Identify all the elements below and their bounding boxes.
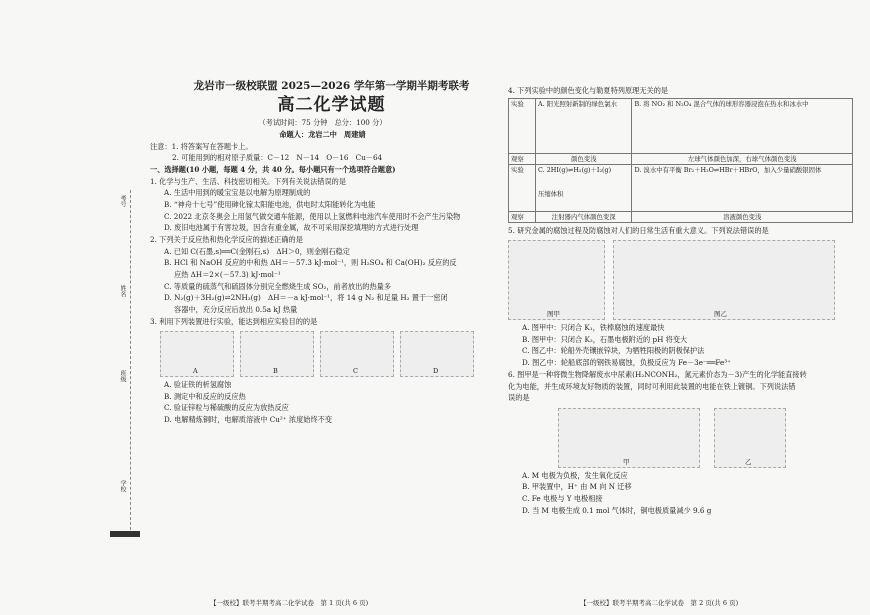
question-6-stem-2: 化为电能，并生成环境友好物质的装置，同时可利用此装置的电能在铁上镀铜。下列说法错	[508, 381, 796, 391]
q5-figures	[508, 237, 853, 323]
q3-option-d: D. 电解精炼铜时，电解质溶液中 Cu²⁺ 浓度始终不变	[164, 415, 333, 425]
q1-option-d: D. 废旧电池属于有害垃圾，因含有重金属，故不可采用深挖填埋的方式进行处理	[164, 223, 419, 233]
q6-figure-2: 乙	[714, 408, 786, 468]
section-heading: 一、选择题(10 小题，每题 4 分，共 40 分。每小题只有一个选项符合题意)	[150, 164, 396, 174]
question-4-stem: 4. 下列实验中的颜色变化与勒夏特列原理无关的是	[508, 86, 669, 95]
q4-obs-d: 溶液颜色变浅	[632, 211, 853, 222]
q6-option-d: D. 当 M 电极生成 0.1 mol 气体时，铜电极质量减少 9.6 g	[522, 505, 712, 515]
exam-info: （考试时间：75 分钟 总分：100 分）	[258, 118, 387, 128]
question-6-stem-3: 误的是	[508, 393, 530, 403]
q6-option-b: B. 甲装置中，H⁺ 由 M 向 N 迁移	[522, 482, 632, 492]
q5-option-b: B. 图甲中：只闭合 K₂，石墨电极附近的 pH 将变大	[522, 334, 688, 344]
question-2-stem: 2. 下列关于反应热和热化学反应的描述正确的是	[150, 235, 303, 245]
exam-no-label: 考号	[119, 195, 126, 207]
school-label: 学校	[119, 480, 126, 492]
q2-option-a: A. 已知 C(石墨,s)══C(金刚石,s) ΔH＞0，则金刚石稳定	[164, 246, 350, 256]
question-6-stem: 6. 图甲是一种将微生物降解废水中尿素(H₂NCONH₂，氮元素价态为－3)产生的化学能直接转	[508, 369, 807, 379]
page-1-column	[150, 80, 495, 427]
q4-obs-c: 注射器内气体颜色变深	[536, 211, 632, 222]
q3-figure-c: C	[320, 331, 394, 377]
q4-row-label-obs: 观察	[509, 153, 536, 164]
question-3-stem: 3. 利用下列装置进行实验，能达到相应实验目的的是	[150, 316, 318, 326]
q4-table	[508, 98, 853, 223]
q4-cell-a: A. 阳光照射新制的绿色氯水	[536, 98, 632, 153]
class-label: 班级	[119, 370, 126, 382]
page-1-footer: 【一级校】联考半期考高二化学试卷 第 1 页(共 6 页)	[210, 599, 369, 607]
q2-option-d-cont: 容器中，充分反应后放出 0.5a kJ 热量	[174, 304, 298, 314]
q6-option-c: C. Fe 电极与 Y 电极相接	[522, 493, 603, 503]
q3-option-c: C. 验证锌粒与稀硫酸的反应为放热反应	[164, 403, 289, 413]
q3-option-a: A. 验证铁的析氢腐蚀	[164, 380, 232, 390]
q5-option-c: C. 图乙中：轮船外壳镶嵌锌块，为牺牲阳极的阴极保护法	[522, 346, 705, 356]
page-2-footer: 【一级校】联考半期考高二化学试卷 第 2 页(共 6 页)	[580, 599, 739, 607]
exam-subject-title: 高二化学试题	[277, 95, 386, 116]
q1-option-a: A. 生活中用到的暖宝宝是以电解为原理制成的	[164, 188, 311, 198]
exam-header-title: 龙岩市一级校联盟 2025—2026 学年第一学期半期考联考	[193, 80, 470, 92]
q3-figure-d: D	[400, 331, 474, 377]
binding-line	[130, 190, 131, 530]
name-label: 姓名	[119, 285, 126, 297]
q4-obs-b: 左球气体颜色加深，右球气体颜色变浅	[632, 153, 853, 164]
binding-margin	[0, 0, 150, 615]
q4-row-label-exp-2: 实验	[509, 164, 536, 211]
q2-option-b: B. HCl 和 NaOH 反应的中和热 ΔH＝－57.3 kJ·mol⁻¹，则 H₂SO₄ 和 Ca(OH)₂ 反应的反	[164, 258, 457, 268]
q5-figure-1: 图甲	[508, 240, 605, 320]
q3-figure-b: B	[240, 331, 314, 377]
q6-figures	[508, 405, 853, 471]
q5-option-d: D. 图乙中：轮船底部的钢铁易腐蚀，负极反应为 Fe－3e⁻══Fe³⁺	[522, 357, 731, 367]
q4-obs-a: 颜色变浅	[536, 153, 632, 164]
page-2-column	[508, 86, 853, 517]
note-2: 2. 可能用到的相对原子质量：C－12 N－14 O－16 Cu－64	[172, 153, 383, 163]
q4-cell-b: B. 将 NO₂ 和 N₂O₄ 混合气体的球形容器浸泡在热水和冰水中	[632, 98, 853, 153]
exam-author: 命题人：龙岩二中 周建婧	[279, 129, 366, 139]
q2-option-d: D. N₂(g)＋3H₂(g)⇌2NH₃(g) ΔH＝－a kJ·mol⁻¹，将 14 g N₂ 和足量 H₂ 置于一密闭	[164, 293, 448, 303]
note-1: 注意：1. 将答案写在答题卡上。	[150, 141, 253, 151]
q4-row-label-obs-2: 观察	[509, 211, 536, 222]
q2-option-b-cont: 应热 ΔH＝2×(－57.3) kJ·mol⁻¹	[174, 269, 281, 279]
q6-option-a: A. M 电极为负极，发生氧化反应	[522, 470, 628, 480]
q5-option-a: A. 图甲中：只闭合 K₁，铁棒腐蚀的速度最快	[522, 323, 665, 333]
q3-figures	[150, 328, 495, 380]
q4-cell-c: C. 2HI(g)⇌H₂(g)＋I₂(g) 压缩体积	[536, 164, 632, 211]
q6-figure-1: 甲	[558, 408, 700, 468]
q3-option-b: B. 测定中和反应的反应热	[164, 391, 246, 401]
question-1-stem: 1. 化学与生产、生活、科技密切相关。下列有关说法错误的是	[150, 176, 347, 186]
q5-figure-2: 图乙	[613, 240, 835, 320]
qr-code-icon	[110, 530, 140, 540]
q1-option-c: C. 2022 北京冬奥会上用氢气做交通车能源，使用以上氢燃料电池汽车使用时不会产生污染物	[164, 211, 461, 221]
q4-row-label-exp: 实验	[509, 98, 536, 153]
q1-option-b: B. “神舟十七号”使用砷化镓太阳能电池，供电时太阳能转化为电能	[164, 199, 376, 209]
q3-figure-a: A	[160, 331, 234, 377]
question-5-stem: 5. 研究金属的腐蚀过程及防腐蚀对人们的日常生活有重大意义。下列说法错误的是	[508, 225, 769, 235]
q4-cell-d: D. 溴水中有平衡 Br₂＋H₂O⇌HBr＋HBrO，加入少量硝酸银固体	[632, 164, 853, 211]
q2-option-c: C. 等质量的硫蒸气和硫固体分别完全燃烧生成 SO₂，前者放出的热量多	[164, 281, 392, 291]
